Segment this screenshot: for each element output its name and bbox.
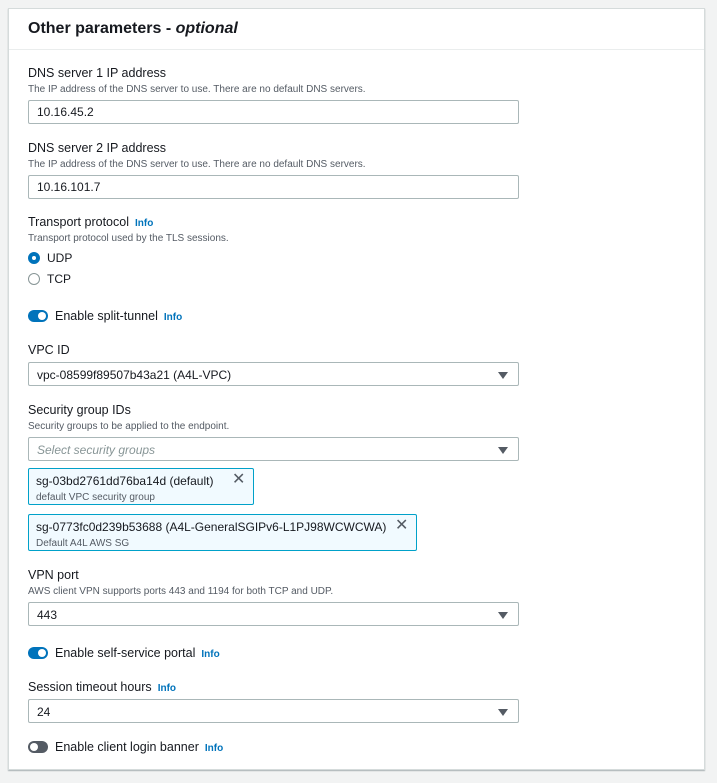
security-group-token xyxy=(28,514,417,551)
split-tunnel-toggle[interactable] xyxy=(28,310,48,322)
self-service-label-row xyxy=(55,646,220,660)
transport-tcp-radio[interactable] xyxy=(28,273,40,285)
security-groups-placeholder: Select security groups xyxy=(37,443,156,457)
transport-label-row xyxy=(28,215,153,229)
login-banner-label-row xyxy=(55,740,223,754)
transport-udp-radio[interactable] xyxy=(28,252,40,264)
panel-title-optional: optional xyxy=(175,20,238,37)
security-groups-select[interactable] xyxy=(28,437,519,461)
toggle-knob xyxy=(38,649,46,657)
remove-token-icon[interactable]: ✕ xyxy=(395,517,409,534)
remove-token-icon[interactable]: ✕ xyxy=(232,471,246,488)
security-group-token xyxy=(28,468,254,505)
panel-header xyxy=(9,9,704,50)
caret-down-icon xyxy=(498,447,508,454)
vpn-port-label: VPN port xyxy=(28,568,79,582)
other-parameters-panel xyxy=(8,8,705,770)
login-banner-info-link[interactable]: Info xyxy=(204,743,224,754)
dns1-description: The IP address of the DNS server to use. There are no default DNS servers. xyxy=(28,84,366,95)
self-service-info-link[interactable]: Info xyxy=(201,649,220,660)
transport-label: Transport protocol xyxy=(28,215,129,229)
vpn-port-select[interactable] xyxy=(28,602,519,626)
transport-tcp-label[interactable]: TCP xyxy=(47,272,71,286)
transport-info-link[interactable]: Info xyxy=(134,218,154,229)
self-service-toggle[interactable] xyxy=(28,647,48,659)
caret-down-icon xyxy=(498,709,508,716)
security-groups-description: Security groups to be applied to the endpoint. xyxy=(28,421,230,432)
dns2-label: DNS server 2 IP address xyxy=(28,141,167,155)
security-groups-label: Security group IDs xyxy=(28,403,131,417)
self-service-label: Enable self-service portal xyxy=(55,646,196,660)
dns1-input[interactable] xyxy=(28,100,519,124)
token-description: Default A4L AWS SG xyxy=(36,538,130,549)
transport-udp-label[interactable]: UDP xyxy=(47,251,73,265)
vpc-label: VPC ID xyxy=(28,343,70,357)
toggle-knob xyxy=(30,743,38,751)
caret-down-icon xyxy=(498,372,508,379)
token-name: sg-0773fc0d239b53688 (A4L-GeneralSGIPv6-L1PJ98WCWCWA) xyxy=(36,520,387,534)
session-timeout-label-row xyxy=(28,680,176,694)
panel-title xyxy=(28,20,238,38)
panel-title-text: Other parameters - xyxy=(28,20,176,37)
token-name: sg-03bd2761dd76ba14d (default) xyxy=(36,474,214,488)
dns1-label: DNS server 1 IP address xyxy=(28,66,167,80)
split-tunnel-info-link[interactable]: Info xyxy=(163,312,183,323)
caret-down-icon xyxy=(498,612,508,619)
vpn-port-value: 443 xyxy=(37,608,58,622)
split-tunnel-label: Enable split-tunnel xyxy=(55,309,158,323)
login-banner-toggle[interactable] xyxy=(28,741,48,753)
session-timeout-label: Session timeout hours xyxy=(28,680,152,694)
session-timeout-value: 24 xyxy=(37,705,51,719)
split-tunnel-label-row xyxy=(55,309,182,323)
session-timeout-select[interactable] xyxy=(28,699,519,723)
token-description: default VPC security group xyxy=(36,492,155,503)
dns2-description: The IP address of the DNS server to use. There are no default DNS servers. xyxy=(28,159,366,170)
vpn-port-description: AWS client VPN supports ports 443 and 1194 for both TCP and UDP. xyxy=(28,586,334,597)
vpc-select-value: vpc-08599f89507b43a21 (A4L-VPC) xyxy=(37,368,232,382)
login-banner-label: Enable client login banner xyxy=(55,740,199,754)
toggle-knob xyxy=(38,312,46,320)
dns2-input[interactable] xyxy=(28,175,519,199)
transport-description: Transport protocol used by the TLS sessions. xyxy=(28,233,229,244)
session-timeout-info-link[interactable]: Info xyxy=(157,683,177,694)
vpc-select[interactable] xyxy=(28,362,519,386)
